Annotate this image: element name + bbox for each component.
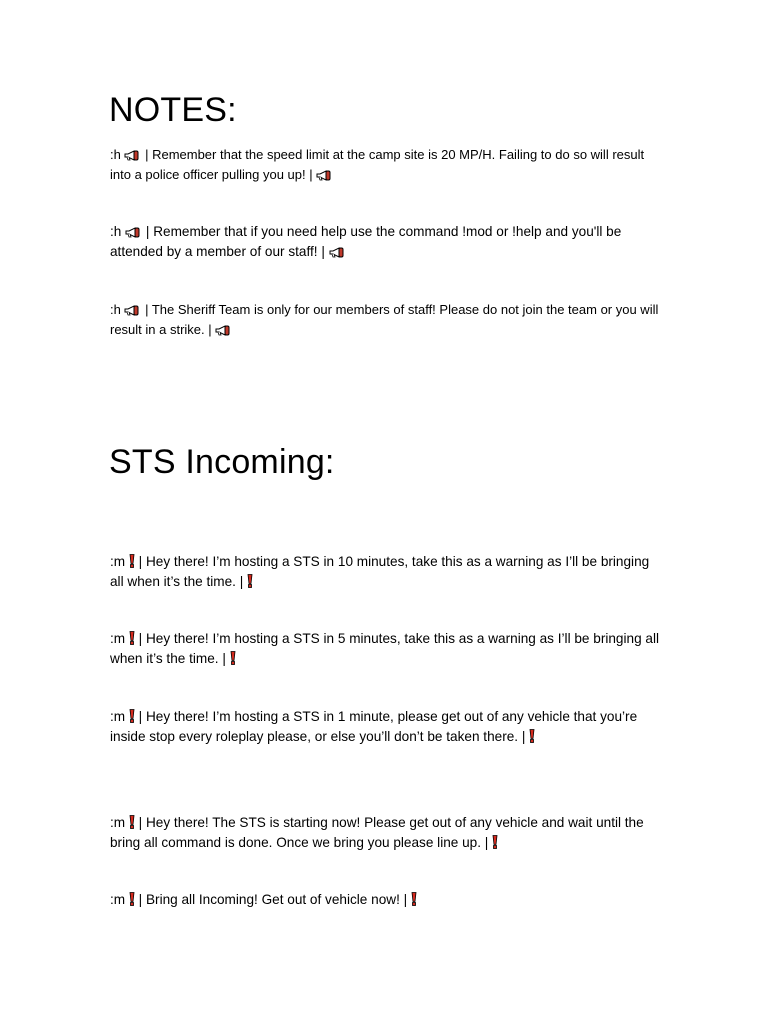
note-prefix: :h	[110, 147, 121, 162]
exclamation-icon	[492, 835, 498, 849]
exclamation-icon	[529, 729, 535, 743]
sts-prefix: :m	[110, 709, 126, 724]
megaphone-icon	[124, 305, 141, 316]
sts-prefix: :m	[110, 631, 126, 646]
sts-item	[110, 890, 666, 910]
note-prefix: :h	[110, 302, 121, 317]
sts-heading: STS Incoming:	[109, 443, 335, 481]
sts-text: | Hey there! I’m hosting a STS in 5 minutes, take this as a warning as I’ll be bringing all when it’s the time. |	[110, 631, 660, 666]
note-text: | Remember that the speed limit at the camp site is 20 MP/H. Failing to do so will result into a police officer pulling you up! |	[110, 147, 645, 182]
note-item	[110, 145, 666, 184]
megaphone-icon	[125, 227, 142, 238]
note-text: | The Sheriff Team is only for our members of staff! Please do not join the team or you will result in a strike. |	[110, 302, 659, 337]
sts-prefix: :m	[110, 892, 126, 907]
note-prefix: :h	[110, 224, 122, 239]
megaphone-icon	[215, 325, 232, 336]
megaphone-icon	[329, 247, 346, 258]
sts-item	[110, 552, 666, 591]
megaphone-icon	[316, 170, 333, 181]
sts-item	[110, 707, 666, 746]
sts-text: | Hey there! I’m hosting a STS in 1 minute, please get out of any vehicle that you’re inside stop every roleplay please, or else you’ll don’t be taken there. |	[110, 709, 638, 744]
sts-item	[110, 629, 666, 668]
exclamation-icon	[411, 892, 417, 906]
sts-item	[110, 813, 666, 852]
note-item	[110, 300, 666, 339]
sts-prefix: :m	[110, 815, 126, 830]
note-text: | Remember that if you need help use the command !mod or !help and you'll be attended by a member of our staff! |	[110, 224, 622, 259]
sts-text: | Bring all Incoming! Get out of vehicle now! |	[134, 892, 411, 907]
exclamation-icon	[247, 574, 253, 588]
sts-prefix: :m	[110, 554, 126, 569]
note-item	[110, 222, 666, 261]
notes-heading: NOTES:	[109, 91, 237, 129]
exclamation-icon	[230, 651, 236, 665]
sts-text: | Hey there! I’m hosting a STS in 10 minutes, take this as a warning as I’ll be bringing all when it’s the time. |	[110, 554, 650, 589]
sts-text: | Hey there! The STS is starting now! Please get out of any vehicle and wait until the bring all command is done. Once we bring you please line up. |	[110, 815, 644, 850]
megaphone-icon	[124, 150, 141, 161]
